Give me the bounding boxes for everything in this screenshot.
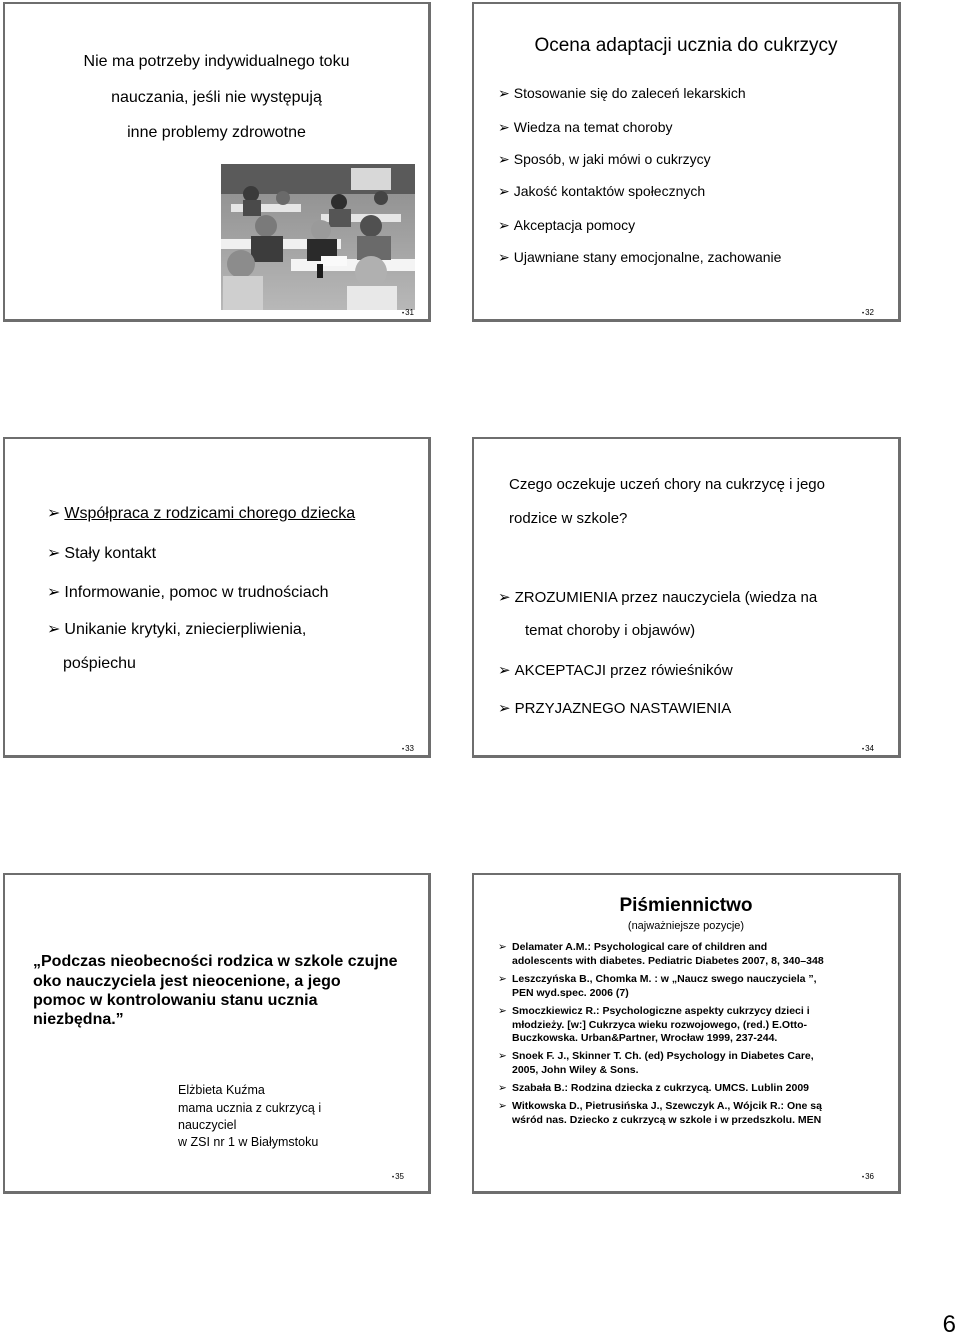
quote-line-1: „Podczas nieobecności rodzica w szkole czujne (33, 953, 398, 970)
slide-33 (3, 437, 431, 758)
arrow-bullet-icon: ➢ (498, 589, 511, 606)
bullet-item (498, 183, 705, 200)
bullet-item (498, 699, 731, 717)
quote-line-2: oko nauczyciela jest nieocenione, a jego (33, 973, 341, 990)
arrow-bullet-icon: ➢ (47, 505, 61, 522)
bullet-text: Akceptacja pomocy (513, 217, 636, 233)
reference-line: Szabała B.: Rodzina dziecka z cukrzycą. UMCS. Lublin 2009 (512, 1082, 810, 1094)
arrow-bullet-icon: ➢ (498, 151, 510, 167)
reference-line: Buczkowska. Urban&Partner, Wrocław 1999, 237-244. (512, 1032, 778, 1044)
slide-number: • 31 (402, 308, 414, 317)
bullet-text: Stosowanie się do zaleceń lekarskich (513, 85, 746, 101)
arrow-bullet-icon: ➢ (498, 1100, 507, 1112)
quote-line-4: niezbędna.” (33, 1011, 124, 1028)
bullet-text: Współpraca z rodzicami chorego dziecka (64, 505, 356, 522)
slide-32 (472, 2, 901, 322)
slide-31-line-2: nauczania, jeśli nie występują (111, 89, 322, 106)
reference-line: 2005, John Wiley & Sons. (512, 1063, 639, 1076)
slide-heading-line-2: rodzice w szkole? (509, 510, 628, 527)
bullet-text: Jakość kontaktów społecznych (513, 183, 706, 199)
bullet-item (47, 582, 329, 602)
reference-line: Snoek F. J., Skinner T. Ch. (ed) Psychology in Diabetes Care, (512, 1050, 814, 1062)
slide-number: • 36 (862, 1172, 874, 1181)
slide-31-line-3: inne problemy zdrowotne (127, 124, 306, 141)
bullet-item (498, 151, 711, 168)
bullet-text: Unikanie krytyki, zniecierpliwienia, (64, 621, 307, 638)
reference-item (498, 1050, 814, 1077)
bullet-item (498, 119, 672, 136)
arrow-bullet-icon: ➢ (498, 662, 511, 679)
slide-35 (3, 873, 431, 1194)
slide-heading-line-1: Czego oczekuje uczeń chory na cukrzycę i jego (509, 476, 825, 493)
slide-title: Ocena adaptacji ucznia do cukrzycy (534, 35, 838, 56)
bullet-continuation: temat choroby i objawów) (525, 622, 696, 639)
bullet-item (47, 619, 306, 639)
bullet-item (498, 249, 781, 266)
bullet-item (47, 543, 156, 563)
bullet-text: Wiedza na temat choroby (513, 119, 673, 135)
reference-line: Delamater A.M.: Psychological care of children and (512, 941, 768, 953)
arrow-bullet-icon: ➢ (498, 183, 510, 199)
bullet-text: ZROZUMIENIA przez nauczyciela (wiedza na (514, 589, 818, 606)
arrow-bullet-icon: ➢ (498, 217, 510, 233)
reference-item (498, 973, 817, 1000)
slide-subtitle: (najważniejsze pozycje) (627, 920, 745, 932)
reference-line: Leszczyńska B., Chomka M. : w „Naucz swego nauczyciela ”, (512, 973, 817, 985)
slide-36 (472, 873, 901, 1194)
arrow-bullet-icon: ➢ (47, 621, 61, 638)
author-line-4: w ZSI nr 1 w Białymstoku (178, 1135, 319, 1149)
bullet-item (47, 503, 355, 523)
slide-number: • 33 (402, 744, 414, 753)
arrow-bullet-icon: ➢ (498, 119, 510, 135)
arrow-bullet-icon: ➢ (498, 700, 511, 717)
reference-line: Witkowska D., Pietrusińska J., Szewczyk A., Wójcik R.: One są (512, 1100, 822, 1112)
reference-line: młodzieży. [w:] Cukrzyca wieku rozwojowego, (red.) E.Otto- (512, 1018, 807, 1031)
bullet-text: PRZYJAZNEGO NASTAWIENIA (514, 700, 732, 717)
bullet-text: Informowanie, pomoc w trudnościach (64, 584, 329, 601)
bullet-text: Stały kontakt (64, 545, 157, 562)
slide-title: Piśmiennictwo (619, 895, 753, 916)
reference-item (498, 1005, 810, 1046)
slide-34 (472, 437, 901, 758)
slide-number: • 34 (862, 744, 874, 753)
bullet-item (498, 661, 733, 679)
bullet-text: Ujawniane stany emocjonalne, zachowanie (513, 249, 782, 265)
bullet-item (498, 85, 746, 102)
slide-31-line-1: Nie ma potrzeby indywidualnego toku (83, 53, 350, 70)
slide-31 (3, 2, 431, 322)
author-line-1: Elżbieta Kuźma (178, 1083, 265, 1097)
reference-line: Smoczkiewicz R.: Psychologiczne aspekty cukrzycy dzieci i (512, 1005, 810, 1017)
arrow-bullet-icon: ➢ (47, 584, 61, 601)
bullet-item (498, 588, 817, 606)
author-line-3: nauczyciel (178, 1118, 237, 1132)
arrow-bullet-icon: ➢ (498, 1050, 507, 1062)
arrow-bullet-icon: ➢ (498, 973, 507, 985)
arrow-bullet-icon: ➢ (498, 1005, 507, 1017)
reference-line: adolescents with diabetes. Pediatric Diabetes 2007, 8, 340–348 (512, 954, 824, 967)
reference-line: PEN wyd.spec. 2006 (7) (512, 986, 629, 999)
arrow-bullet-icon: ➢ (47, 545, 61, 562)
arrow-bullet-icon: ➢ (498, 1082, 507, 1094)
slide-number: • 32 (862, 308, 874, 317)
arrow-bullet-icon: ➢ (498, 85, 510, 101)
slide-number: • 35 (392, 1172, 404, 1181)
arrow-bullet-icon: ➢ (498, 941, 507, 953)
arrow-bullet-icon: ➢ (498, 249, 510, 265)
author-line-2: mama ucznia z cukrzycą i (178, 1101, 322, 1115)
classroom-photo (221, 164, 415, 310)
reference-line: wśród nas. Dziecko z cukrzycą w szkole i w przedszkolu. MEN (512, 1113, 822, 1126)
bullet-continuation: pośpiechu (63, 655, 136, 672)
page-number: 6 (942, 1311, 956, 1338)
quote-line-3: pomoc w kontrolowaniu stanu ucznia (33, 992, 318, 1009)
bullet-text: AKCEPTACJI przez rówieśników (514, 662, 733, 679)
reference-item (498, 1082, 810, 1096)
reference-item (498, 941, 824, 968)
reference-item (498, 1100, 822, 1127)
bullet-text: Sposób, w jaki mówi o cukrzycy (513, 151, 711, 167)
bullet-item (498, 217, 635, 234)
